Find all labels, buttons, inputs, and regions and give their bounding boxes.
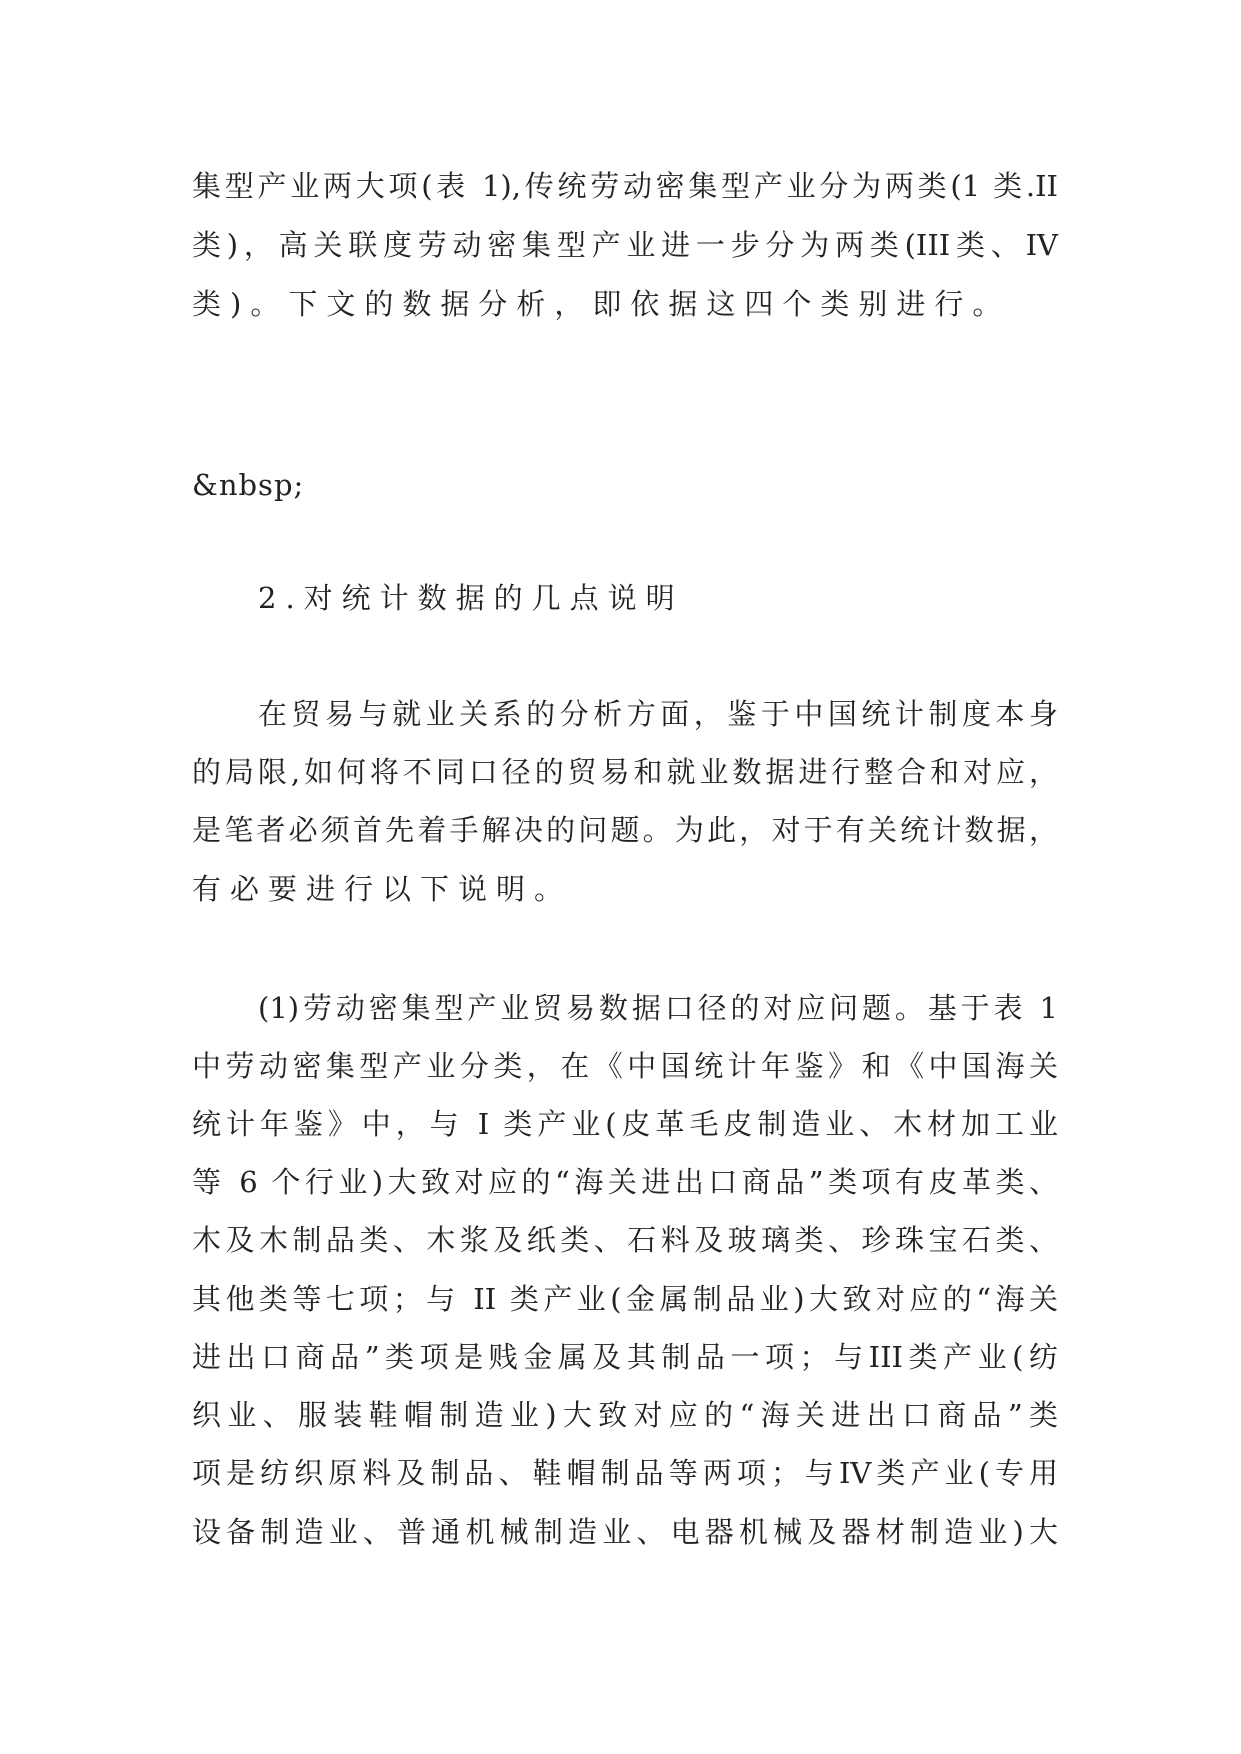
paragraph-3-line: 织业、服装鞋帽制造业)大致对应的“海关进出口商品”类 <box>192 1398 1058 1432</box>
paragraph-3-line: 中劳动密集型产业分类，在《中国统计年鉴》和《中国海关 <box>192 1049 1058 1083</box>
paragraph-2-line: 在贸易与就业关系的分析方面，鉴于中国统计制度本身 <box>258 697 1058 731</box>
paragraph-3-line: 木及木制品类、木浆及纸类、石料及玻璃类、珍珠宝石类、 <box>192 1223 1058 1257</box>
paragraph-2-line: 是笔者必须首先着手解决的问题。为此，对于有关统计数据， <box>192 813 1058 847</box>
paragraph-3-line: 其他类等七项；与 II 类产业(金属制品业)大致对应的“海关 <box>192 1282 1058 1316</box>
paragraph-1-line: 类)。下文的数据分析，即依据这四个类别进行。 <box>192 287 1011 321</box>
paragraph-2-line: 有必要进行以下说明。 <box>192 872 573 906</box>
section-heading: 2.对统计数据的几点说明 <box>258 581 684 615</box>
paragraph-3-line: (1)劳动密集型产业贸易数据口径的对应问题。基于表 1 <box>258 991 1058 1025</box>
paragraph-3-line: 等 6 个行业)大致对应的“海关进出口商品”类项有皮革类、 <box>192 1165 1058 1199</box>
paragraph-3-line: 项是纺织原料及制品、鞋帽制品等两项；与IV类产业(专用 <box>192 1456 1058 1490</box>
paragraph-3-line: 进出口商品”类项是贱金属及其制品一项；与III类产业(纺 <box>192 1340 1058 1374</box>
paragraph-1-line: 集型产业两大项(表 1),传统劳动密集型产业分为两类(1 类.II <box>192 169 1058 203</box>
nbsp-text: &nbsp; <box>192 468 305 502</box>
paragraph-1-line: 类)，高关联度劳动密集型产业进一步分为两类(III类、IV <box>192 228 1058 262</box>
paragraph-3-line: 统计年鉴》中，与 I 类产业(皮革毛皮制造业、木材加工业 <box>192 1107 1058 1141</box>
paragraph-2-line: 的局限,如何将不同口径的贸易和就业数据进行整合和对应， <box>192 755 1058 789</box>
paragraph-3-line: 设备制造业、普通机械制造业、电器机械及器材制造业)大 <box>192 1515 1058 1549</box>
